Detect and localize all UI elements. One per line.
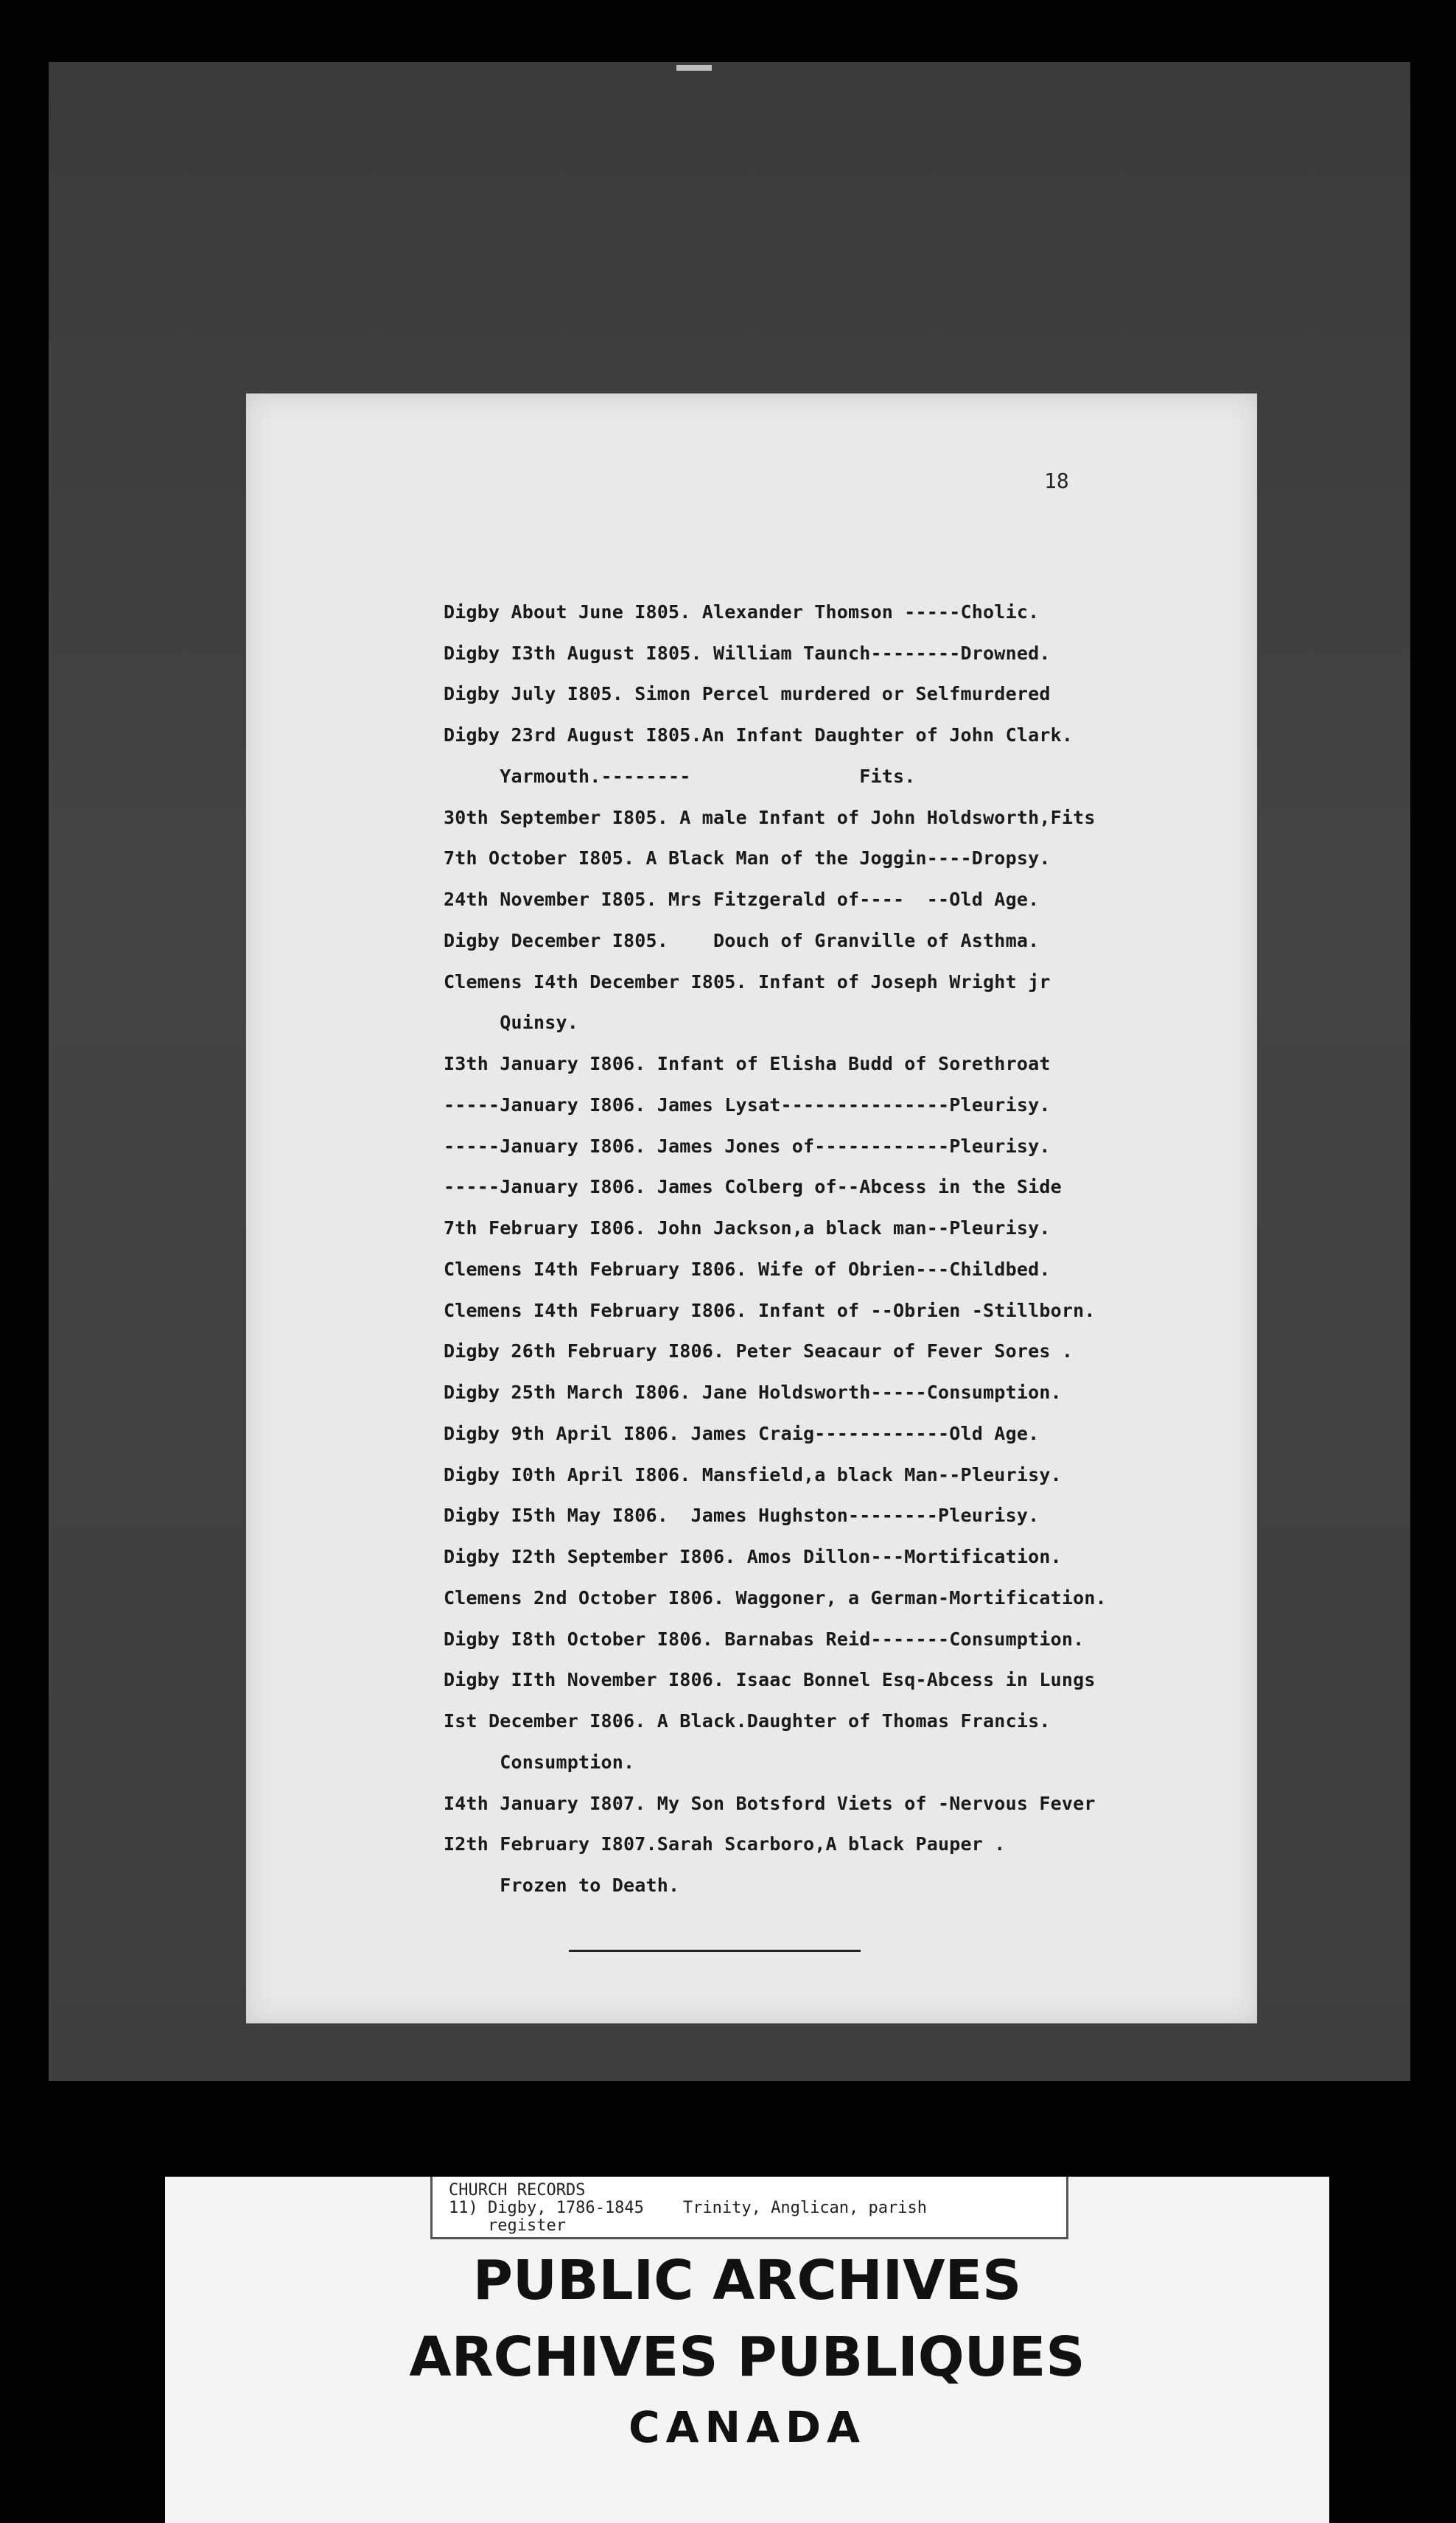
closing-rule: [569, 1950, 861, 1952]
register-page: [246, 393, 1257, 2023]
register-entry: Clemens 2nd October I806. Waggoner, a German-Mortification.: [444, 1587, 1107, 1609]
register-entry: Digby About June I805. Alexander Thomson -----Cholic.: [444, 601, 1040, 623]
register-entry: Yarmouth.-------- Fits.: [444, 766, 916, 787]
register-entry: 7th October I805. A Black Man of the Joggin----Dropsy.: [444, 847, 1051, 869]
register-entry: Digby I3th August I805. William Taunch--------Drowned.: [444, 643, 1051, 664]
archive-label-area: [165, 2177, 1329, 2523]
register-entry: Digby 26th February I806. Peter Seacaur of Fever Sores .: [444, 1340, 1074, 1362]
frame-top-mark: [676, 65, 712, 71]
register-entry: -----January I806. James Lysat---------------Pleurisy.: [444, 1094, 1051, 1116]
register-entry: Quinsy.: [444, 1012, 579, 1033]
archive-country: CANADA: [629, 2402, 866, 2452]
record-slip-line: register: [449, 2216, 566, 2235]
record-slip-line: 11) Digby, 1786-1845 Trinity, Anglican, parish: [449, 2199, 928, 2217]
register-entry: Digby July I805. Simon Percel murdered or Selfmurdered: [444, 683, 1051, 704]
register-entry: Clemens I4th December I805. Infant of Joseph Wright jr: [444, 971, 1051, 993]
register-entry: Digby IIth November I806. Isaac Bonnel Esq-Abcess in Lungs: [444, 1669, 1096, 1690]
archive-title-french: ARCHIVES PUBLIQUES: [409, 2326, 1085, 2389]
register-entry: I3th January I806. Infant of Elisha Budd of Sorethroat: [444, 1053, 1051, 1074]
register-entry: Consumption.: [444, 1752, 635, 1773]
register-entry: -----January I806. James Colberg of--Abcess in the Side: [444, 1176, 1062, 1197]
register-entry: Digby I2th September I806. Amos Dillon---Mortification.: [444, 1546, 1062, 1567]
register-entry: 24th November I805. Mrs Fitzgerald of---- --Old Age.: [444, 889, 1040, 910]
register-entry: Clemens I4th February I806. Wife of Obrien---Childbed.: [444, 1259, 1051, 1280]
register-entry: 30th September I805. A male Infant of John Holdsworth,Fits: [444, 807, 1096, 828]
register-entry: I4th January I807. My Son Botsford Viets of -Nervous Fever: [444, 1793, 1096, 1814]
register-entry: -----January I806. James Jones of------------Pleurisy.: [444, 1135, 1051, 1157]
record-slip-heading: CHURCH RECORDS: [449, 2181, 586, 2200]
register-entry: Digby 23rd August I805.An Infant Daughter of John Clark.: [444, 724, 1074, 746]
register-entry: 7th February I806. John Jackson,a black man--Pleurisy.: [444, 1217, 1051, 1239]
record-slip: [430, 2177, 1068, 2239]
register-entry: Digby I5th May I806. James Hughston--------Pleurisy.: [444, 1505, 1040, 1526]
register-entry: Digby 25th March I806. Jane Holdsworth-----Consumption.: [444, 1382, 1062, 1403]
register-entry: Digby I8th October I806. Barnabas Reid-------Consumption.: [444, 1628, 1085, 1650]
register-entry: Digby I0th April I806. Mansfield,a black Man--Pleurisy.: [444, 1464, 1062, 1486]
archive-title-english: PUBLIC ARCHIVES: [472, 2249, 1022, 2312]
register-entry: Digby December I805. Douch of Granville of Asthma.: [444, 930, 1040, 951]
register-entry: Ist December I806. A Black.Daughter of Thomas Francis.: [444, 1710, 1051, 1732]
page-number: 18: [1044, 469, 1069, 493]
register-entry: I2th February I807.Sarah Scarboro,A black Pauper .: [444, 1833, 1006, 1855]
register-entry: Frozen to Death.: [444, 1875, 680, 1896]
register-entry: Clemens I4th February I806. Infant of --Obrien -Stillborn.: [444, 1300, 1096, 1321]
register-entry: Digby 9th April I806. James Craig------------Old Age.: [444, 1423, 1040, 1444]
